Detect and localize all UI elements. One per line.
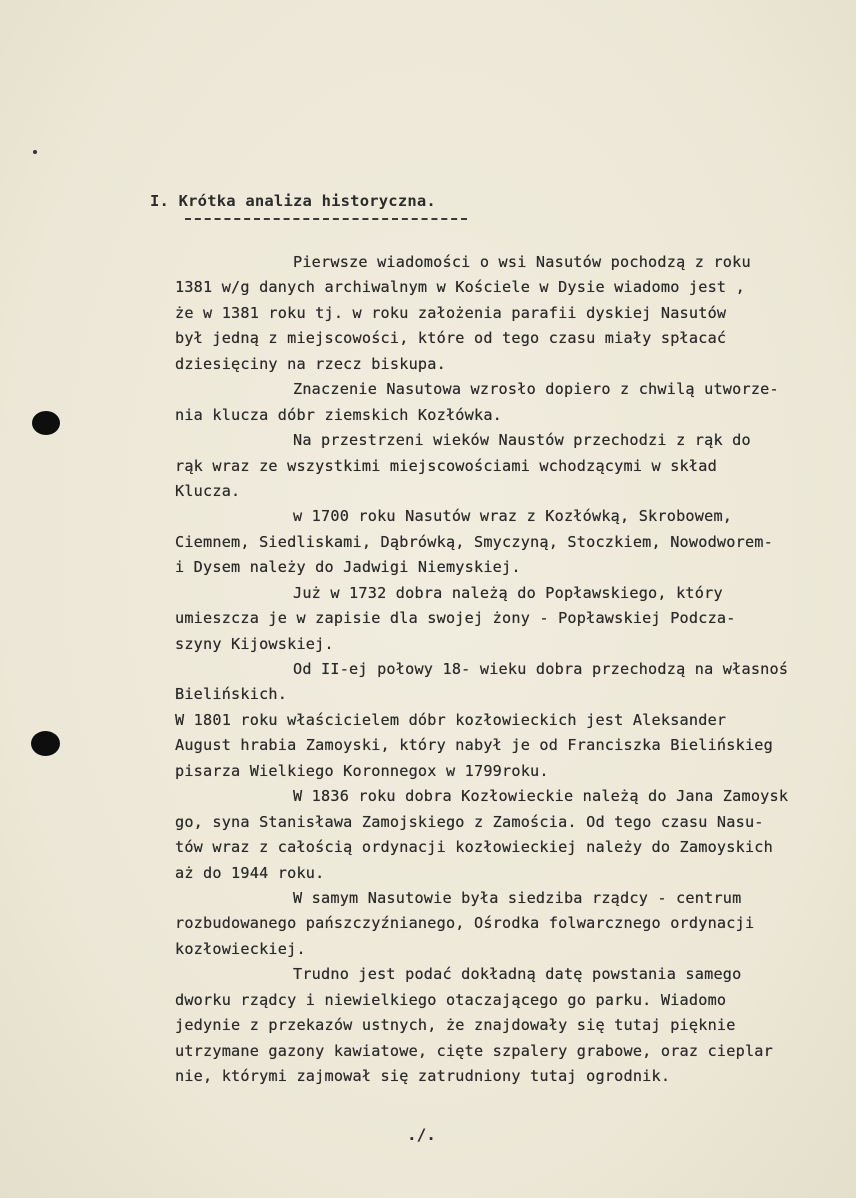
text-line: umieszcza je w zapisie dla swojej żony - Popławskiej Podcza- [175, 609, 736, 628]
text-line: Ciemnem, Siedliskami, Dąbrówką, Smyczyną, Stoczkiem, Nowodworem- [175, 532, 773, 551]
body-text [175, 250, 788, 1089]
text-line: Pierwsze wiadomości o wsi Nasutów pochodzą z roku [293, 253, 751, 271]
text-line: szyny Kijowskiej. [175, 634, 334, 653]
text-line: Klucza. [175, 481, 241, 500]
text-line: nie, którymi zajmował się zatrudniony tutaj ogrodnik. [175, 1067, 671, 1085]
text-line: rąk wraz ze wszystkimi miejscowościami wchodzącymi w skład [175, 456, 717, 475]
punch-hole-top [32, 411, 60, 435]
text-line: i Dysem należy do Jadwigi Niemyskiej. [175, 558, 521, 577]
text-line: Od II-ej połowy 18- wieku dobra przechodzą na własnoś [293, 660, 789, 678]
text-line: W samym Nasutowie była siedziba rządcy - centrum [293, 888, 742, 907]
punch-hole-bottom [31, 731, 60, 756]
text-line: W 1836 roku dobra Kozłowieckie należą do Jana Zamoysk [293, 787, 789, 806]
text-line: August hrabia Zamoyski, który nabył je od Franciszka Bielińskieg [175, 736, 773, 755]
text-line: był jedną z miejscowości, które od tego czasu miały spłacać [175, 329, 727, 348]
text-line: nia klucza dóbr ziemskich Kozłówka. [175, 405, 503, 424]
ink-speck [33, 150, 37, 154]
text-line: W 1801 roku właścicielem dóbr kozłowieckich jest Aleksander [175, 710, 727, 729]
text-line: w 1700 roku Nasutów wraz z Kozłówką, Skrobowem, [293, 507, 733, 526]
text-line: Już w 1732 dobra należą do Popławskiego, który [293, 583, 723, 602]
text-line: pisarza Wielkiego Koronnegox w 1799roku. [175, 761, 549, 780]
text-line: Na przestrzeni wieków Naustów przechodzi z rąk do [293, 431, 751, 450]
text-line: kozłowieckiej. [175, 939, 306, 958]
text-line: że w 1381 roku tj. w roku założenia parafii dyskiej Nasutów [175, 303, 727, 322]
text-line: tów wraz z całością ordynacji kozłowieckiej należy do Zamoyskich [175, 838, 773, 857]
text-line: utrzymane gazony kawiatowe, cięte szpalery grabowe, oraz cieplar [175, 1041, 773, 1060]
text-line: go, syna Stanisława Zamojskiego z Zamościa. Od tego czasu Nasu- [175, 812, 764, 831]
text-line: 1381 w/g danych archiwalnym w Kościele w Dysie wiadomo jest , [175, 278, 745, 297]
text-line: dziesięciny na rzecz biskupa. [175, 354, 446, 373]
section-heading: I. Krótka analiza historyczna. [150, 192, 436, 210]
text-line: aż do 1944 roku. [175, 863, 325, 882]
heading-underline [185, 218, 467, 220]
text-line: rozbudowanego pańszczyźnianego, Ośrodka folwarcznego ordynacji [175, 914, 755, 933]
page-continuation-mark: ./. [407, 1125, 436, 1144]
text-line: jedynie z przekazów ustnych, że znajdowały się tutaj pięknie [175, 1016, 736, 1035]
text-line: Znaczenie Nasutowa wzrosło dopiero z chwilą utworze- [293, 380, 779, 399]
text-line: Trudno jest podać dokładną datę powstania samego [293, 965, 742, 984]
text-line: Bielińskich. [175, 685, 288, 704]
text-line: dworku rządcy i niewielkiego otaczającego go parku. Wiadomo [175, 990, 727, 1009]
